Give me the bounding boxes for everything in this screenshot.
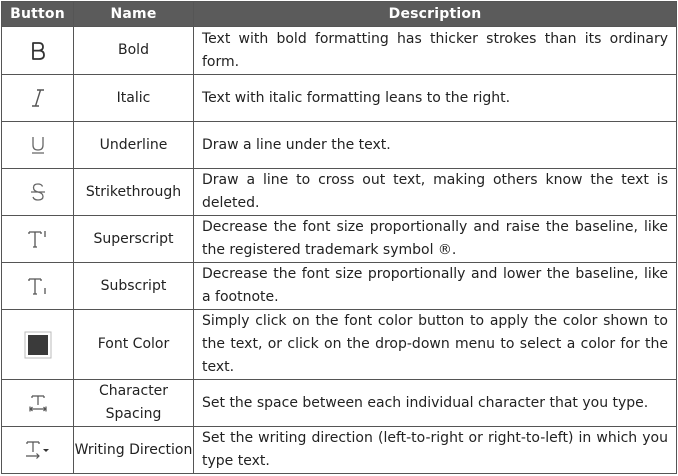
name-cell: Subscript xyxy=(74,263,194,310)
underline-icon xyxy=(29,135,47,155)
table-row xyxy=(2,27,677,75)
name-cell: Font Color xyxy=(74,310,194,380)
description-cell: Decrease the font size proportionally and lower the baseline, like a footnote. xyxy=(194,263,677,310)
table-row xyxy=(2,216,677,263)
name-cell: Strikethrough xyxy=(74,169,194,216)
name-cell: Superscript xyxy=(74,216,194,263)
name-cell: Italic xyxy=(74,75,194,122)
name-cell: Underline xyxy=(74,122,194,169)
table-row xyxy=(2,310,677,380)
description-cell: Text with italic formatting leans to the right. xyxy=(194,75,677,122)
button-cell xyxy=(2,122,74,169)
italic-icon xyxy=(29,88,47,108)
button-cell xyxy=(2,27,74,75)
button-cell xyxy=(2,310,74,380)
writing-direction-icon xyxy=(25,439,51,461)
description-cell: Simply click on the font color button to apply the color shown to the text, or click on the drop-down menu to select a color for the text. xyxy=(194,310,677,380)
button-cell xyxy=(2,169,74,216)
table-row xyxy=(2,169,677,216)
name-cell: Bold xyxy=(74,27,194,75)
strikethrough-icon xyxy=(29,182,47,202)
subscript-icon xyxy=(27,276,49,296)
description-cell: Decrease the font size proportionally and raise the baseline, like the registered trademark symbol ®. xyxy=(194,216,677,263)
header-name: Name xyxy=(74,2,194,27)
description-cell: Set the space between each individual character that you type. xyxy=(194,380,677,427)
table-row xyxy=(2,263,677,310)
table-row xyxy=(2,380,677,427)
table-row xyxy=(2,122,677,169)
description-cell: Draw a line to cross out text, making others know the text is deleted. xyxy=(194,169,677,216)
button-cell xyxy=(2,427,74,474)
bold-icon xyxy=(29,41,47,61)
formatting-buttons-table xyxy=(1,1,677,474)
font-color-icon xyxy=(24,331,52,359)
character-spacing-icon xyxy=(28,393,48,413)
button-cell xyxy=(2,75,74,122)
description-cell: Text with bold formatting has thicker strokes than its ordinary form. xyxy=(194,27,677,75)
button-cell xyxy=(2,380,74,427)
description-cell: Draw a line under the text. xyxy=(194,122,677,169)
description-cell: Set the writing direction (left-to-right or right-to-left) in which you type text. xyxy=(194,427,677,474)
name-cell: Character Spacing xyxy=(74,380,194,427)
button-cell xyxy=(2,216,74,263)
name-cell: Writing Direction xyxy=(74,427,194,474)
table-row xyxy=(2,75,677,122)
table-row xyxy=(2,427,677,474)
header-description: Description xyxy=(194,2,677,27)
table-header-row xyxy=(2,2,677,27)
header-button: Button xyxy=(2,2,74,27)
superscript-icon xyxy=(27,229,49,249)
button-cell xyxy=(2,263,74,310)
